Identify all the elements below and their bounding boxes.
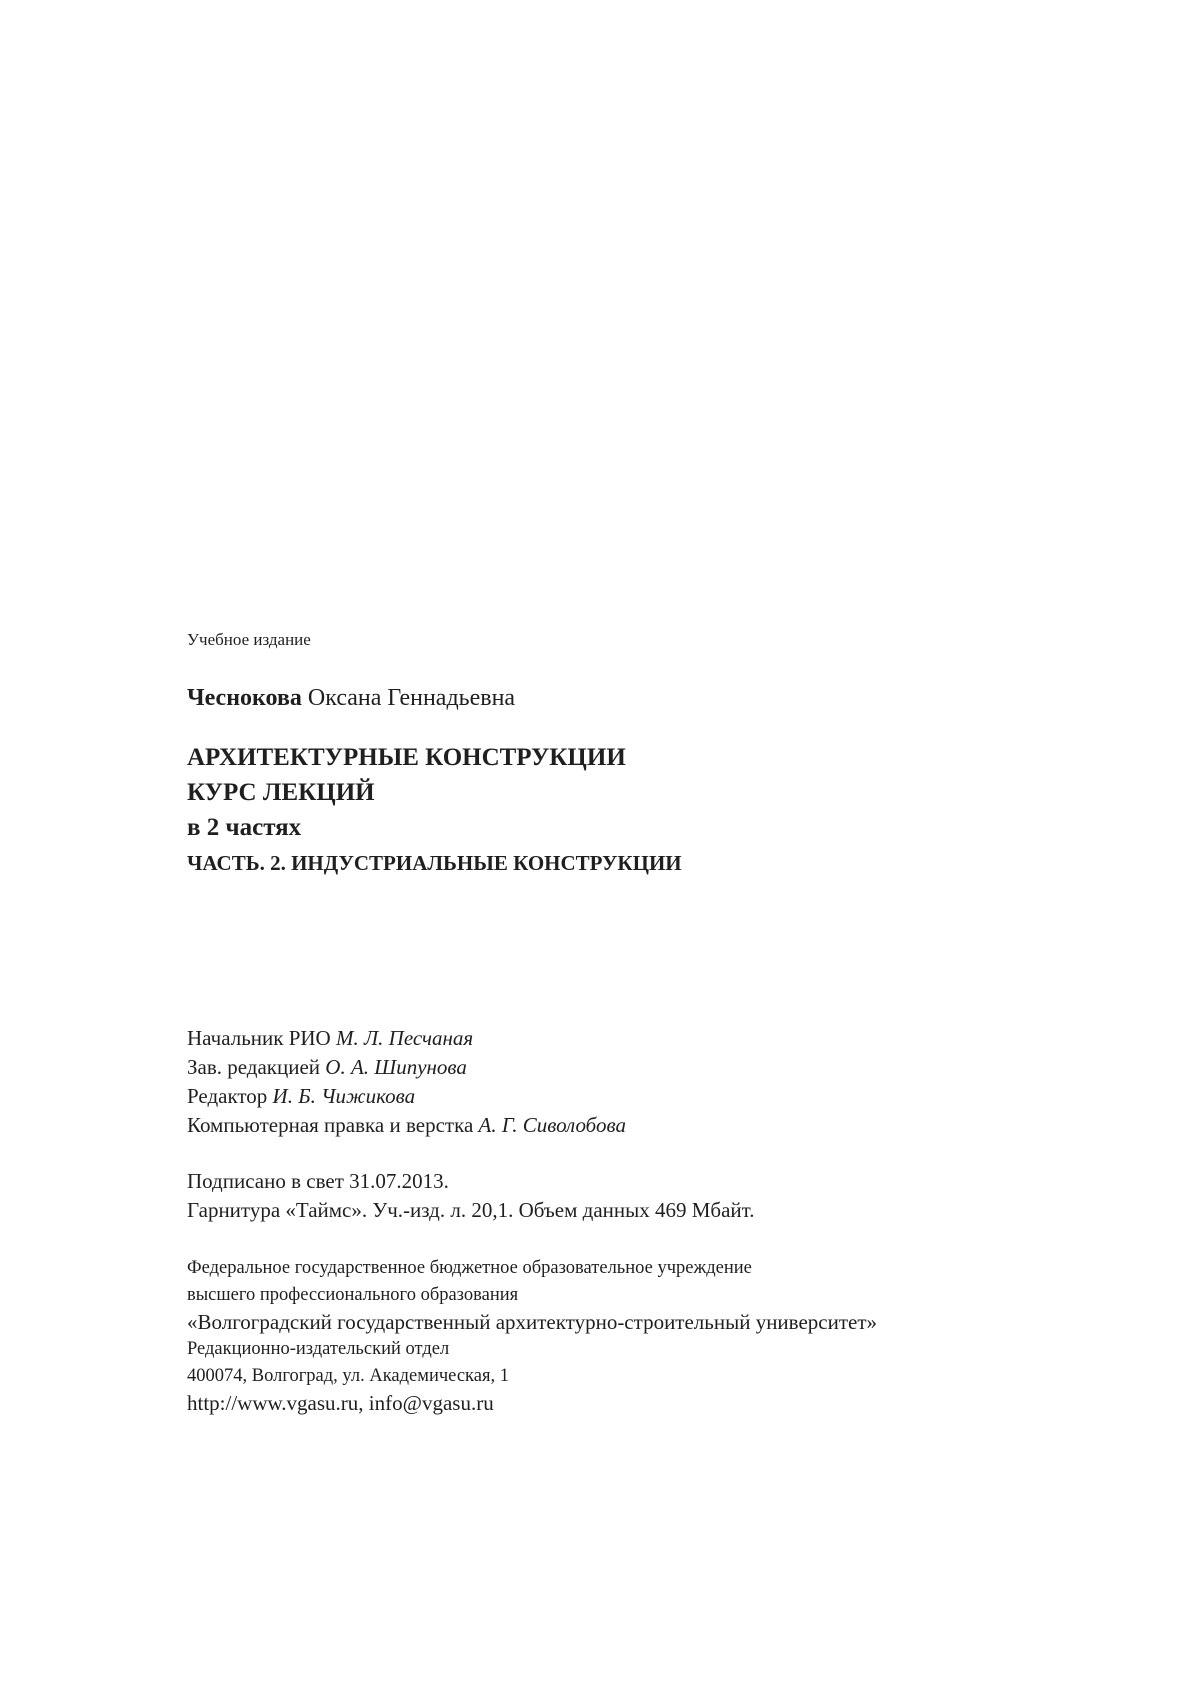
author-given-names: Оксана Геннадьевна xyxy=(307,685,516,711)
org-line-3: «Волгоградский государственный архитектурно-строительный университет» xyxy=(187,1310,878,1334)
staff-item xyxy=(187,1024,626,1053)
staff-person: О. А. Шипунова xyxy=(325,1055,467,1079)
org-address: 400074, Волгоград, ул. Академическая, 1 xyxy=(187,1366,509,1386)
staff-person: А. Г. Сиволобова xyxy=(478,1113,626,1137)
publication-details: Гарнитура «Таймс». Уч.-изд. л. 20,1. Объем данных 469 Мбайт. xyxy=(187,1198,755,1222)
title-line-1: АРХИТЕКТУРНЫЕ КОНСТРУКЦИИ xyxy=(187,744,626,771)
staff-person: М. Л. Песчаная xyxy=(335,1026,474,1050)
staff-role: Редактор xyxy=(187,1084,268,1108)
title-line-3: в 2 частях xyxy=(187,814,302,841)
org-web-contacts: http://www.vgasu.ru, info@vgasu.ru xyxy=(187,1391,494,1415)
title-line-2: КУРС ЛЕКЦИЙ xyxy=(187,779,375,806)
signed-date: Подписано в свет 31.07.2013. xyxy=(187,1169,449,1193)
book-title xyxy=(187,740,626,845)
staff-role: Компьютерная правка и верстка xyxy=(187,1113,474,1137)
staff-item xyxy=(187,1053,626,1082)
staff-person: И. Б. Чижикова xyxy=(272,1084,416,1108)
staff-list xyxy=(187,1024,626,1140)
part-title: ЧАСТЬ. 2. ИНДУСТРИАЛЬНЫЕ КОНСТРУКЦИИ xyxy=(187,851,682,875)
staff-role: Зав. редакцией xyxy=(187,1055,321,1079)
publisher-info xyxy=(187,1255,877,1417)
staff-item xyxy=(187,1111,626,1140)
edition-type: Учебное издание xyxy=(187,630,311,649)
org-line-2: высшего профессионального образования xyxy=(187,1285,519,1305)
org-line-1: Федеральное государственное бюджетное образовательное учреждение xyxy=(187,1258,752,1278)
staff-item xyxy=(187,1082,626,1111)
author-surname: Чеснокова xyxy=(187,685,302,711)
org-line-4: Редакционно-издательский отдел xyxy=(187,1339,450,1359)
author-name xyxy=(187,685,515,712)
staff-role: Начальник РИО xyxy=(187,1026,331,1050)
publication-info xyxy=(187,1167,755,1225)
